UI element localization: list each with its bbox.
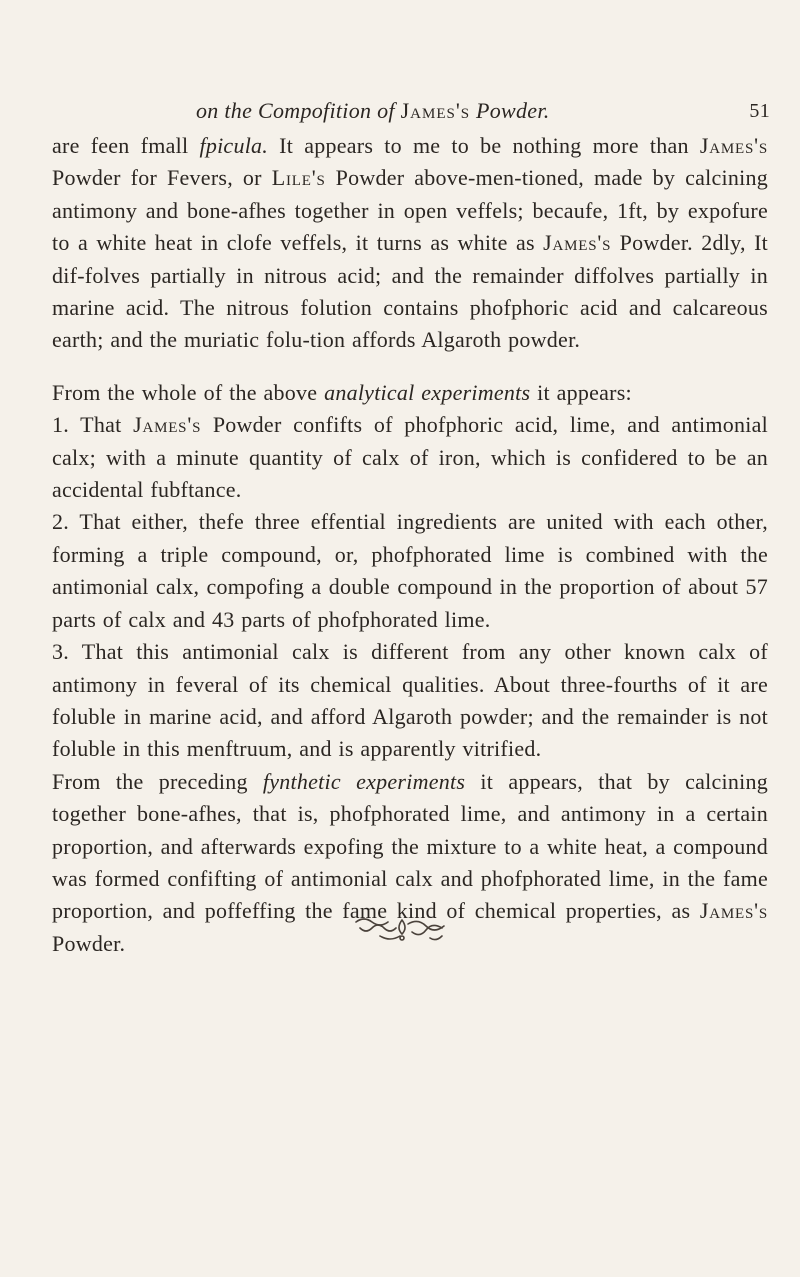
- text-run: From the preceding: [52, 768, 263, 794]
- text-run: It appears to me to be nothing more than: [268, 133, 700, 158]
- header-powder: Powder.: [470, 98, 550, 123]
- name-james: James's: [543, 230, 612, 256]
- header-james: James's: [400, 98, 471, 123]
- name-lile: Lile's: [271, 165, 326, 191]
- text-run: Powder above-men-tioned, made by calcining antimony and bone-afhes together in open veffels; becaufe, 1ft, by expofure to a white heat in clofe veffels, it turns as white as: [52, 165, 768, 256]
- header-prefix: on the: [196, 98, 258, 123]
- text-run: From the whole of the above: [52, 379, 325, 405]
- paragraph-2: [52, 377, 768, 409]
- paragraph-3: [52, 409, 768, 506]
- paragraph-5: [52, 636, 768, 766]
- header-compofition: Compofition: [257, 98, 372, 123]
- text-run: Powder confifts of phofphoric acid, lime, and antimonial calx; with a minute quantity of calx of iron, which is confidered to be an accidental fubftance.: [52, 412, 768, 503]
- printers-ornament-icon: [350, 914, 454, 944]
- text-run: Powder. 2dly, It dif-folves partially in nitrous acid; and the remainder diffolves partially in marine acid. The nitrous folution contains phofphoric acid and calcareous earth; and the muriatic folu-tion affords Algaroth powder.: [52, 230, 769, 353]
- name-james: James's: [699, 898, 768, 924]
- italic-term: fynthetic experiments: [262, 768, 466, 794]
- text-run: 2. That either, thefe three effential ingredients are united with each other, forming a triple compound, or, phofphorated lime is combined with the antimonial calx, compofing a double compound in the proportion of about 57 parts of calx and 43 parts of phofphorated lime.: [52, 509, 768, 632]
- paragraph-1: [52, 130, 768, 357]
- text-run: 3. That this antimonial calx is different from any other known calx of antimony in feveral of its chemical qualities. About three-fourths of it are foluble in marine acid, and afford Algaroth powder; and the remainder is not foluble in this menftruum, and is apparently vitrified.: [52, 639, 768, 762]
- text-run: it appears, that by calcining together bone-afhes, that is, phofphorated lime, and antimony in a certain proportion, and afterwards expofing the mixture to a white heat, a compound was formed confifting of antimonial calx and phofphorated lime, in the fame proportion, and poffeffing the fame kind of chemical properties, as: [52, 768, 768, 924]
- text-run: it appears:: [530, 379, 632, 405]
- text-run: are feen fmall: [52, 133, 200, 158]
- body-text: [52, 130, 768, 960]
- text-run: 1. That: [52, 412, 134, 438]
- header-of: of: [371, 98, 401, 123]
- page-number: 51: [749, 100, 770, 122]
- name-james: James's: [133, 412, 202, 438]
- italic-term: analytical experiments: [324, 379, 531, 405]
- name-james: James's: [699, 133, 769, 158]
- italic-term: fpicula.: [199, 133, 269, 158]
- paragraph-4: [52, 506, 768, 636]
- text-run: Powder.: [52, 930, 126, 956]
- text-run: Powder for Fevers, or: [52, 165, 272, 191]
- running-header: [196, 98, 776, 132]
